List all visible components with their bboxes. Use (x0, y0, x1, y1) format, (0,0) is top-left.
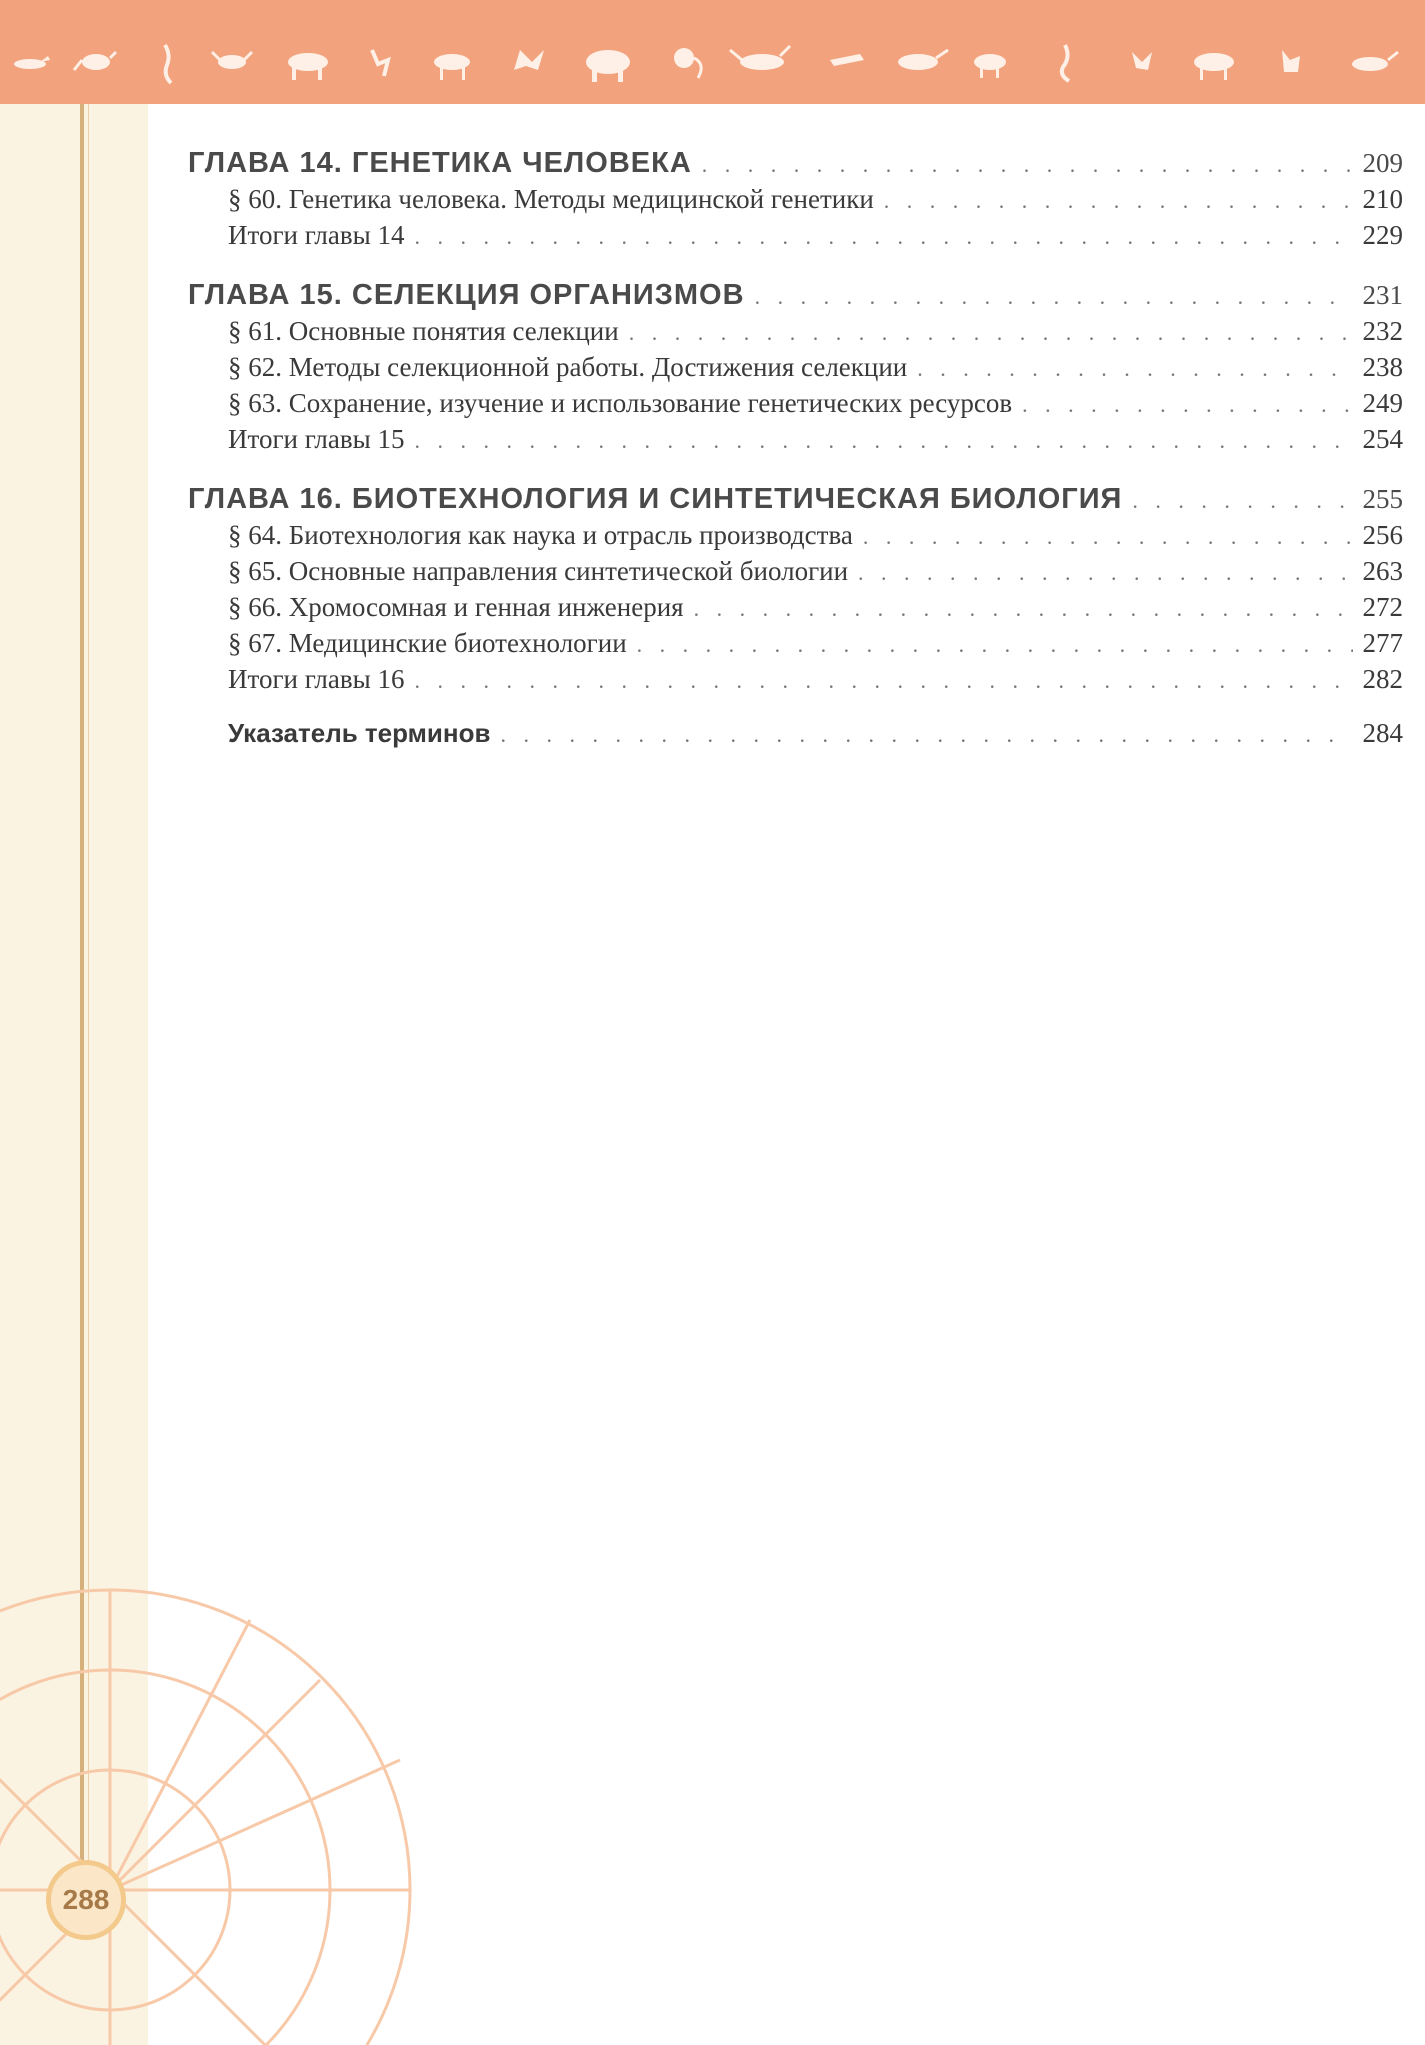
toc-title: § 66. Хромосомная и генная инженерия (228, 592, 684, 622)
toc-page: 282 (1362, 664, 1403, 694)
toc-title: Итоги главы 16 (228, 664, 405, 694)
toc-title: ГЛАВА 14. ГЕНЕТИКА ЧЕЛОВЕКА (188, 147, 692, 179)
dot-leader (1022, 387, 1352, 422)
toc-section-65[interactable] (188, 554, 1403, 590)
dot-leader (702, 147, 1353, 182)
toc-page: 231 (1362, 280, 1403, 310)
dot-leader (415, 663, 1353, 698)
toc-title: ГЛАВА 16. БИОТЕХНОЛОГИЯ И СИНТЕТИЧЕСКАЯ БИОЛОГИЯ (188, 483, 1123, 515)
toc-section-66[interactable] (188, 590, 1403, 626)
toc-page: 238 (1362, 352, 1403, 382)
toc-page: 277 (1362, 628, 1403, 658)
toc-section-63[interactable] (188, 386, 1403, 422)
dot-leader (637, 627, 1353, 662)
toc-section-64[interactable] (188, 518, 1403, 554)
dot-leader (694, 591, 1353, 626)
table-of-contents (188, 146, 1403, 752)
toc-chapter-15[interactable] (188, 278, 1403, 314)
toc-page: 256 (1362, 520, 1403, 550)
dot-leader (755, 279, 1353, 314)
toc-section-62[interactable] (188, 350, 1403, 386)
dot-leader (884, 183, 1353, 218)
dot-leader (415, 219, 1353, 254)
dot-leader (500, 717, 1352, 752)
toc-title: § 61. Основные понятия селекции (228, 316, 619, 346)
toc-summary-14[interactable] (188, 218, 1403, 254)
toc-index-of-terms[interactable] (188, 716, 1403, 752)
compass-rose-decoration (0, 1560, 700, 2045)
toc-page: 249 (1362, 388, 1403, 418)
toc-page: 254 (1362, 424, 1403, 454)
dot-leader (415, 423, 1353, 458)
toc-section-60[interactable] (188, 182, 1403, 218)
dot-leader (917, 351, 1352, 386)
dot-leader (1132, 483, 1352, 518)
toc-page: 229 (1362, 220, 1403, 250)
toc-title: § 62. Методы селекционной работы. Достижения селекции (228, 352, 908, 382)
toc-page: 232 (1362, 316, 1403, 346)
toc-chapter-14[interactable] (188, 146, 1403, 182)
toc-title: ГЛАВА 15. СЕЛЕКЦИЯ ОРГАНИЗМОВ (188, 279, 745, 311)
toc-page: 272 (1362, 592, 1403, 622)
toc-page: 209 (1362, 148, 1403, 178)
dot-leader (863, 519, 1353, 554)
dot-leader (629, 315, 1353, 350)
toc-page: 284 (1362, 718, 1403, 748)
animal-silhouettes-icon (0, 0, 1425, 104)
toc-title: § 63. Сохранение, изучение и использование генетических ресурсов (228, 388, 1013, 418)
dot-leader (858, 555, 1352, 590)
toc-page: 255 (1362, 484, 1403, 514)
toc-section-61[interactable] (188, 314, 1403, 350)
toc-title: Итоги главы 14 (228, 220, 405, 250)
toc-title: Итоги главы 15 (228, 424, 405, 454)
toc-title: Указатель терминов (228, 718, 491, 748)
toc-chapter-16[interactable] (188, 482, 1403, 518)
toc-summary-16[interactable] (188, 662, 1403, 698)
toc-page: 263 (1362, 556, 1403, 586)
toc-title: § 60. Генетика человека. Методы медицинской генетики (228, 184, 874, 214)
toc-summary-15[interactable] (188, 422, 1403, 458)
page-number-badge: 288 (46, 1860, 126, 1940)
toc-page: 210 (1362, 184, 1403, 214)
toc-section-67[interactable] (188, 626, 1403, 662)
toc-title: § 67. Медицинские биотехнологии (228, 628, 627, 658)
toc-title: § 64. Биотехнология как наука и отрасль производства (228, 520, 853, 550)
toc-title: § 65. Основные направления синтетической биологии (228, 556, 849, 586)
